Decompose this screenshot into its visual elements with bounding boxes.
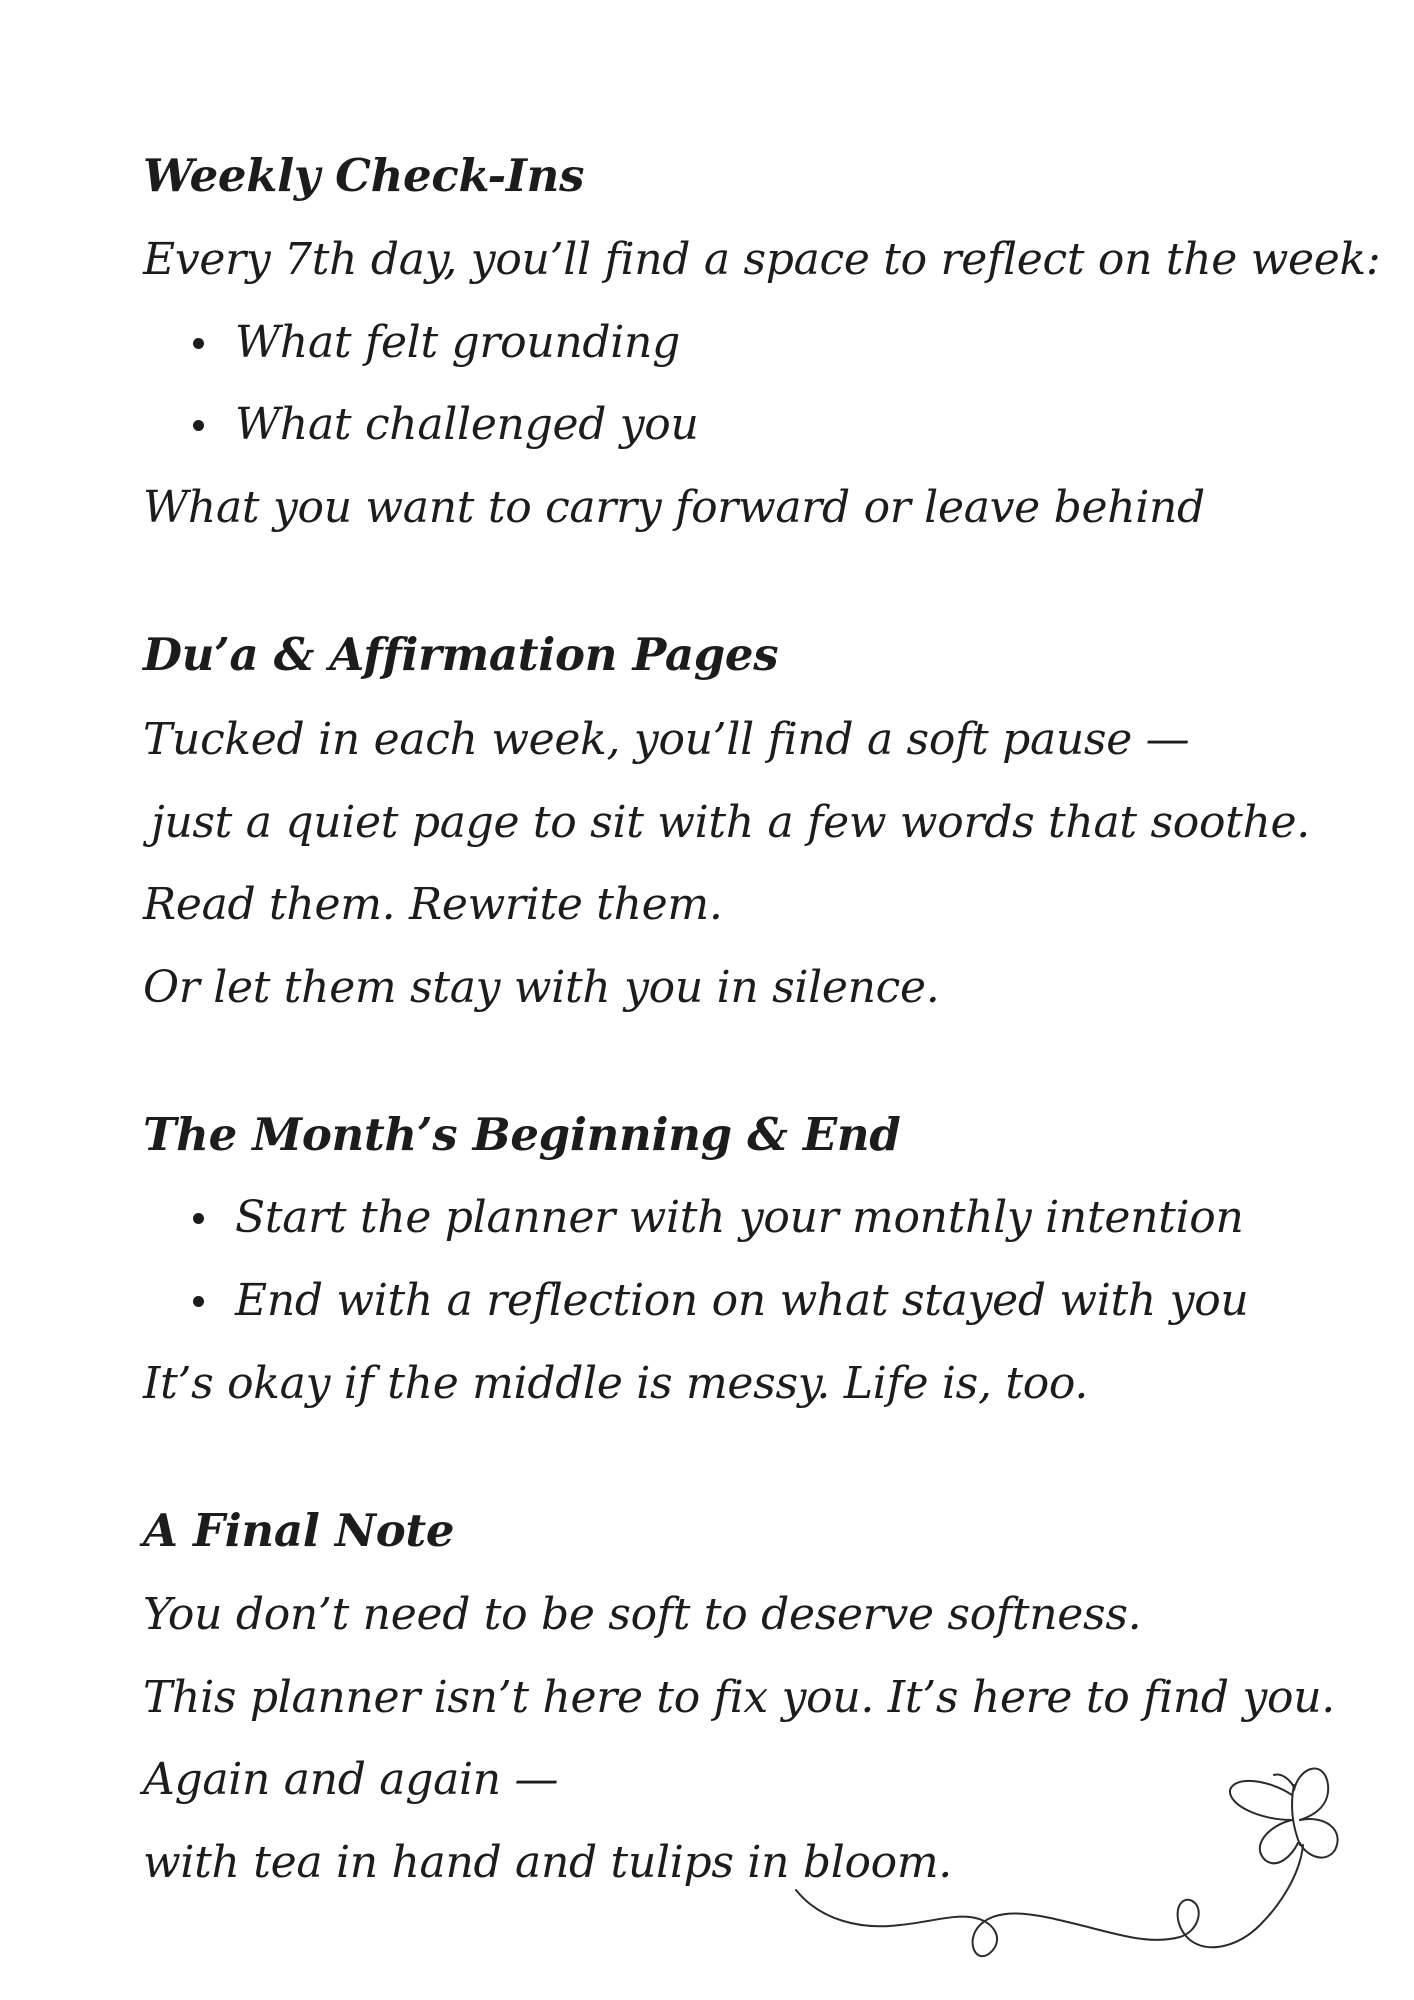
section-closing: What you want to carry forward or leave behind [143,482,1205,533]
list-item [193,1273,1248,1329]
butterfly-body [1292,1785,1300,1845]
list-item [193,315,680,371]
butterfly-wing-upper-right [1294,1769,1328,1820]
paragraph-line: Or let them stay with you in silence. [143,962,940,1013]
section-heading-month-beginning-end: The Month’s Beginning & End [143,1108,901,1161]
paragraph-line: You don’t need to be soft to deserve softness. [143,1589,1142,1640]
section-heading-weekly-check-ins: Weekly Check-Ins [143,149,585,202]
list-item-text: End with a reflection on what stayed with you [235,1275,1249,1326]
paragraph-line: Again and again — [143,1754,559,1805]
butterfly-wing-upper-left [1230,1781,1292,1820]
list-item [193,397,699,453]
list-item-text: What felt grounding [235,317,680,368]
butterfly-line-art-icon [780,1765,1380,2000]
paragraph-line: just a quiet page to sit with a few words that soothe. [151,797,1310,848]
butterfly-wing-lower-left [1260,1820,1298,1863]
swirl-line [796,1845,1303,1956]
paragraph-line: This planner isn’t here to fix you. It’s here to find you. [143,1672,1335,1723]
paragraph-line: Tucked in each week, you’ll find a soft pause — [143,714,1190,765]
list-item [193,1190,1244,1246]
list-item-text: Start the planner with your monthly intention [235,1192,1244,1243]
butterfly-wing-lower-right [1300,1819,1338,1858]
butterfly-antenna [1274,1775,1294,1788]
section-heading-final-note: A Final Note [143,1504,455,1557]
section-intro: Every 7th day, you’ll find a space to reflect on the week: [143,234,1381,285]
list-item-text: What challenged you [235,399,699,450]
paragraph-line: Read them. Rewrite them. [143,879,723,930]
section-closing: It’s okay if the middle is messy. Life is, too. [143,1358,1089,1409]
paragraph-line: with tea in hand and tulips in bloom. [143,1837,952,1888]
section-heading-dua-affirmation: Du’a & Affirmation Pages [143,628,779,681]
